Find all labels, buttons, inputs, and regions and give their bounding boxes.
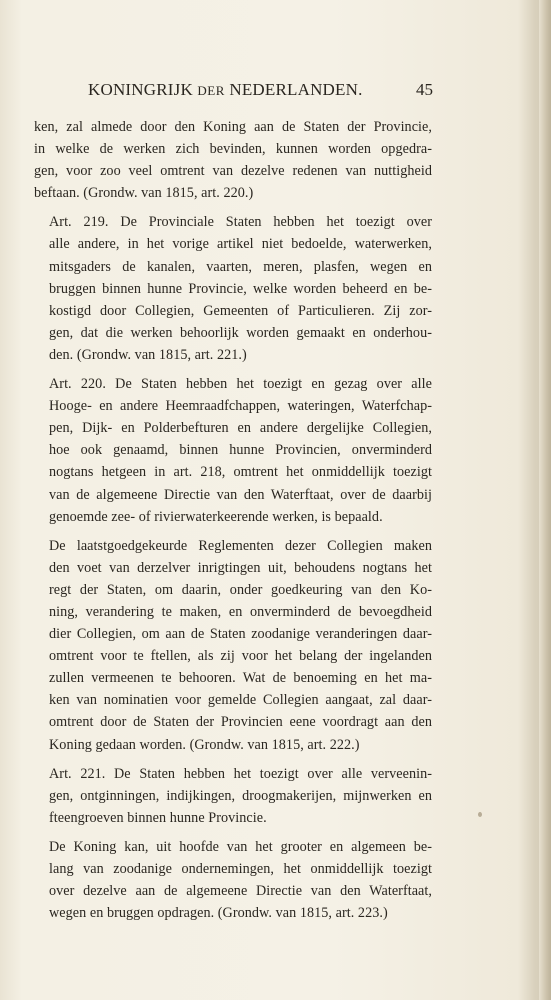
paper-blemish [478, 812, 482, 817]
page-body [34, 116, 432, 931]
text-line: De Koning kan, uit hoofde van het grooter en algemeen be- [49, 838, 432, 855]
text-line: den voet van derzelver inrigtingen uit, behoudens nogtans het [49, 559, 432, 576]
text-line: Hooge- en andere Heemraadfchappen, wateringen, Waterfchap- [49, 398, 432, 415]
text-line: van de algemeene Directie van den Waterftaat, over de daarbij [49, 486, 432, 503]
text-line: hoe ook genaamd, binnen hunne Provincien, onverminderd [49, 442, 432, 459]
text-line: ken, zal almede door den Koning aan de Staten der Provincie, [34, 119, 432, 135]
text-line: Koning gedaan worden. (Grondw. van 1815, art. 222.) [49, 736, 360, 753]
paragraph [34, 836, 432, 924]
text-line: dier Collegien, om aan de Staten zoodanige veranderingen daar- [49, 626, 432, 643]
text-line: Art. 220. De Staten hebben het toezigt en gezag over alle [49, 376, 432, 393]
page-edge [539, 0, 551, 1000]
paragraph [34, 535, 432, 756]
paragraph [34, 211, 432, 366]
text-line: Art. 221. De Staten hebben het toezigt over alle verveenin- [49, 765, 432, 782]
text-line: wegen en bruggen opdragen. (Grondw. van 1815, art. 223.) [49, 905, 388, 922]
page-number: 45 [416, 80, 433, 99]
text-line: ken van nominatien voor gemelde Collegien aangaat, zal daar- [49, 692, 432, 709]
text-line: bruggen binnen hunne Provincie, welke worden beheerd en be- [49, 280, 432, 297]
text-line: zullen vermeenen te behooren. Wat de benoeming en het ma- [49, 670, 432, 687]
text-line: gen, ontginningen, indijkingen, droogmakerijen, mijnwerken en [49, 787, 432, 804]
text-line: pen, Dijk- en Polderbefturen en andere dergelijke Collegien, [49, 420, 432, 437]
text-line: regt der Staten, om daarin, onder goedkeuring van den Ko- [49, 581, 432, 598]
text-line: in welke de werken zich bevinden, kunnen worden opgedra- [34, 141, 432, 158]
paragraph [34, 763, 432, 829]
running-header [88, 80, 433, 104]
text-line: genoemde zee- of rivierwaterkeerende werken, is bepaald. [49, 508, 383, 525]
running-title-part-2: NEDERLANDEN. [224, 80, 363, 99]
text-line: kostigd door Collegien, Gemeenten of Particulieren. Zij zor- [49, 302, 432, 319]
text-line: lang van zoodanige ondernemingen, het onmiddellijk toezigt [49, 861, 432, 877]
text-line: omtrent door de Staten der Provincien eene voordragt aan den [49, 714, 432, 731]
text-line: gen, voor zoo veel omtrent van dezelve redenen van nuttigheid [34, 163, 432, 180]
text-line: fteengroeven binnen hunne Provincie. [49, 809, 267, 826]
text-line: den. (Grondw. van 1815, art. 221.) [49, 346, 247, 363]
paragraph [34, 373, 432, 528]
text-line: ning, verandering te maken, en onverminderd de bevoegdheid [49, 603, 432, 620]
running-title-small-caps: DER [197, 83, 225, 98]
running-title [88, 80, 363, 100]
text-line: omtrent voor te ftellen, als zij voor het belang der ingelanden [49, 648, 432, 665]
text-line: Art. 219. De Provinciale Staten hebben het toezigt over [49, 214, 432, 231]
text-line: alle andere, in het vorige artikel niet bedoelde, waterwerken, [49, 236, 432, 253]
running-title-part-1: KONINGRIJK [88, 80, 198, 99]
text-line: over dezelve aan de algemeene Directie van den Waterftaat, [49, 883, 432, 900]
text-line: mitsgaders de kanalen, vaarten, meren, plasfen, wegen en [49, 258, 432, 275]
text-line: De laatstgoedgekeurde Reglementen dezer Collegien maken [49, 537, 432, 554]
paragraph [34, 116, 432, 204]
text-line: beftaan. (Grondw. van 1815, art. 220.) [34, 185, 254, 202]
text-line: gen, dat die werken behoorlijk worden gemaakt en onderhou- [49, 324, 432, 341]
text-line: nogtans hetgeen in art. 218, omtrent het onmiddellijk toezigt [49, 464, 432, 481]
